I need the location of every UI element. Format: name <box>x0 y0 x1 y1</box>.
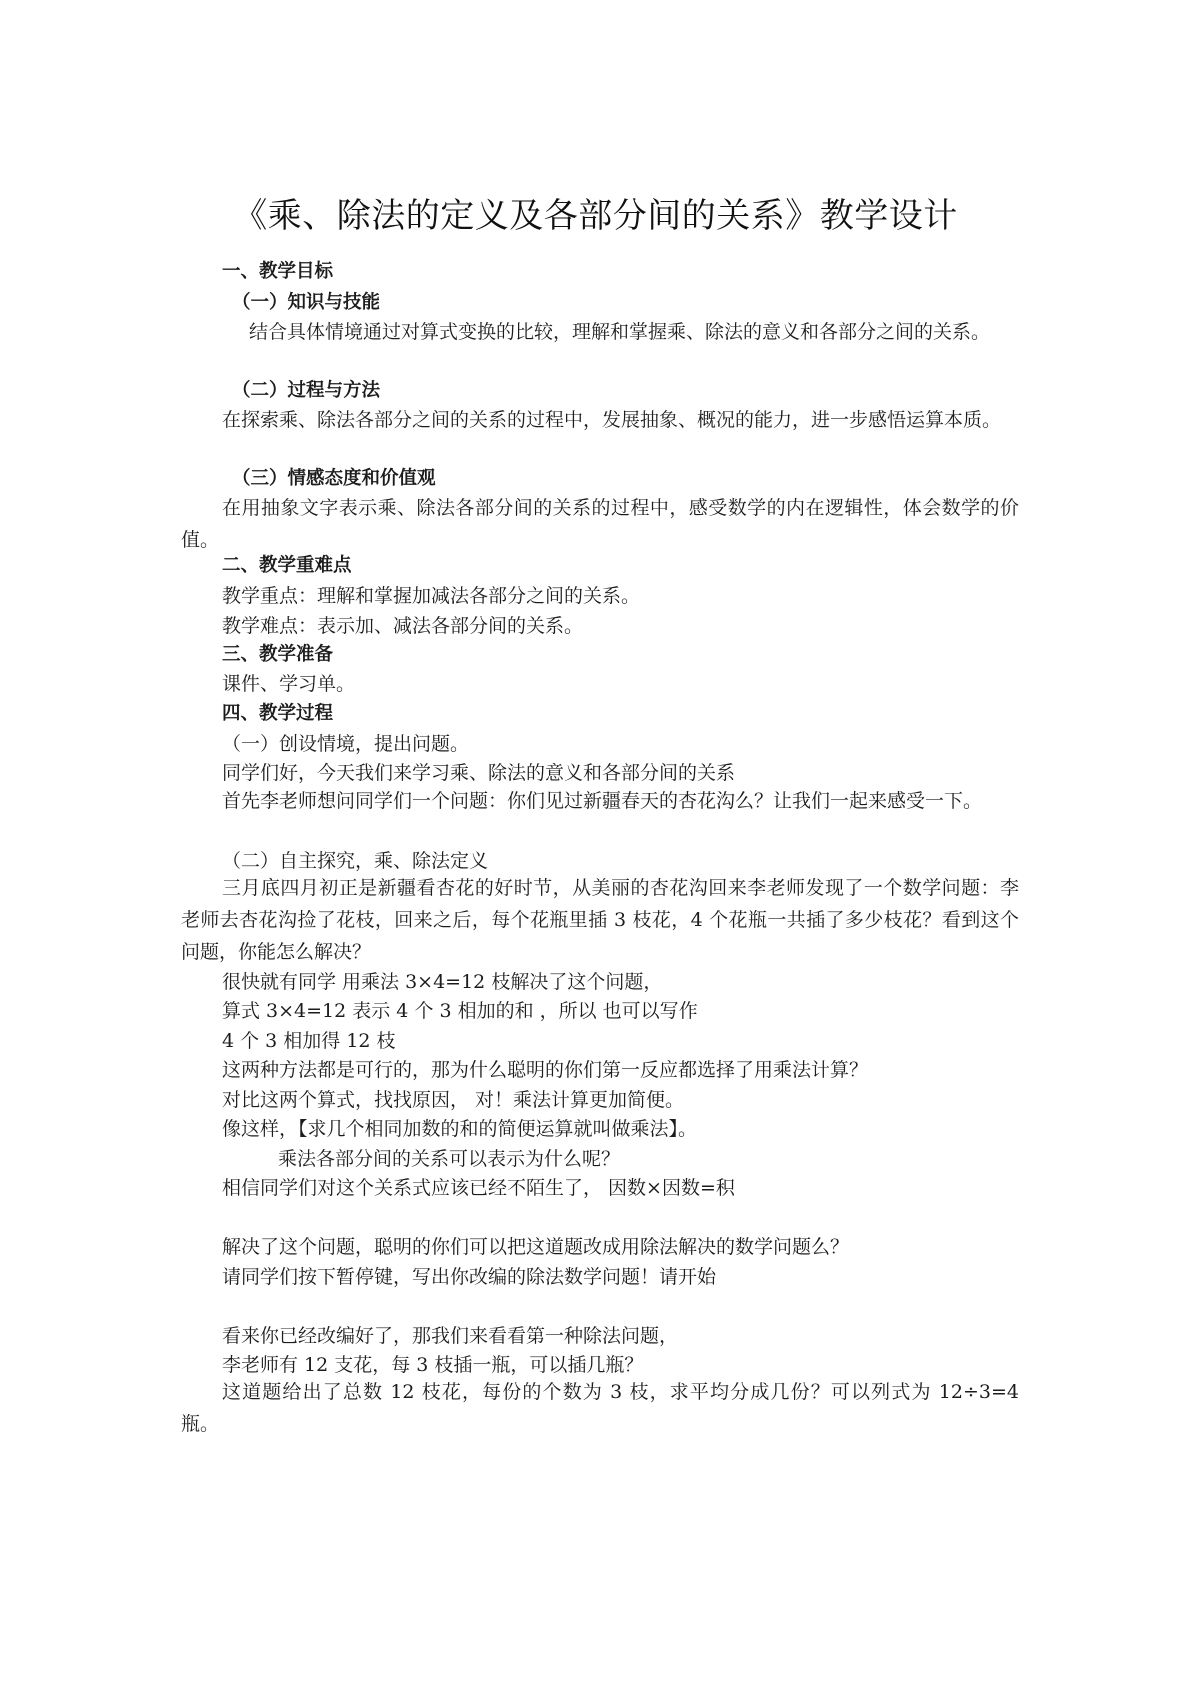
paragraph-line-1: 很快就有同学 用乘法 3×4=12 枝解决了这个问题， <box>222 971 663 993</box>
paragraph-line-6: 像这样，【求几个相同加数的和的简便运算就叫做乘法】。 <box>222 1118 698 1140</box>
step-heading-explore: （二）自主探究，乘、除法定义 <box>222 850 489 872</box>
section-heading-objectives: 一、教学目标 <box>222 261 334 282</box>
paragraph-difficulty: 教学难点：表示加、减法各部分间的关系。 <box>222 615 584 637</box>
section-heading-process: 四、教学过程 <box>222 703 334 724</box>
section-heading-key-difficult: 二、教学重难点 <box>222 555 352 576</box>
paragraph-line-10: 请同学们按下暂停键，写出你改编的除法数学问题！请开始 <box>222 1266 717 1288</box>
subheading-knowledge-skills: （一）知识与技能 <box>232 292 381 313</box>
paragraph-question: 首先李老师想问同学们一个问题：你们见过新疆春天的杏花沟么？让我们一起来感受一下。 <box>222 790 983 812</box>
paragraph-line-13: 这道题给出了总数 12 枝花，每份的个数为 3 枝，求平均分成几份？可以列式为 12÷3=4 瓶。 <box>181 1381 1019 1435</box>
paragraph-line-4: 这两种方法都是可行的，那为什么聪明的你们第一反应都选择了用乘法计算？ <box>222 1059 869 1081</box>
paragraph-line-5: 对比这两个算式，找找原因， 对！乘法计算更加简便。 <box>222 1089 685 1111</box>
subheading-attitude-values: （三）情感态度和价值观 <box>232 468 436 489</box>
paragraph-line-2: 算式 3×4=12 表示 4 个 3 相加的和 ，所以 也可以写作 <box>222 1000 698 1022</box>
paragraph-key-point: 教学重点：理解和掌握加减法各部分之间的关系。 <box>222 585 641 607</box>
paragraph-process-method: 在探索乘、除法各部分之间的关系的过程中，发展抽象、概况的能力，进一步感悟运算本质。 <box>222 409 1002 431</box>
paragraph-knowledge-skills: 结合具体情境通过对算式变换的比较，理解和掌握乘、除法的意义和各部分之间的关系。 <box>249 321 991 343</box>
paragraph-line-7: 乘法各部分间的关系可以表示为什么呢？ <box>278 1148 621 1170</box>
document-title: 《乘、除法的定义及各部分间的关系》教学设计 <box>233 196 958 236</box>
section-heading-preparation: 三、教学准备 <box>222 644 334 665</box>
paragraph-materials: 课件、学习单。 <box>222 673 356 695</box>
paragraph-story: 三月底四月初正是新疆看杏花的好时节，从美丽的杏花沟回来李老师发现了一个数学问题：李老师去杏花沟捡了花枝，回来之后，每个花瓶里插 3 枝花，4 个花瓶一共插了多少枝花？看到这个问题，你能怎么解决？ <box>181 877 1019 963</box>
paragraph-line-3: 4 个 3 相加得 12 枝 <box>222 1030 396 1052</box>
paragraph-greeting: 同学们好，今天我们来学习乘、除法的意义和各部分间的关系 <box>222 762 736 784</box>
step-heading-situation: （一）创设情境，提出问题。 <box>222 733 470 755</box>
paragraph-line-11: 看来你已经改编好了，那我们来看看第一种除法问题， <box>222 1325 679 1347</box>
subheading-process-method: （二）过程与方法 <box>232 380 381 401</box>
paragraph-line-8: 相信同学们对这个关系式应该已经不陌生了， 因数×因数=积 <box>222 1177 735 1199</box>
paragraph-attitude-values: 在用抽象文字表示乘、除法各部分间的关系的过程中，感受数学的内在逻辑性，体会数学的价值。 <box>181 497 1019 551</box>
paragraph-line-9: 解决了这个问题，聪明的你们可以把这道题改成用除法解决的数学问题么？ <box>222 1236 850 1258</box>
paragraph-line-12: 李老师有 12 支花，每 3 枝插一瓶，可以插几瓶？ <box>222 1354 644 1376</box>
